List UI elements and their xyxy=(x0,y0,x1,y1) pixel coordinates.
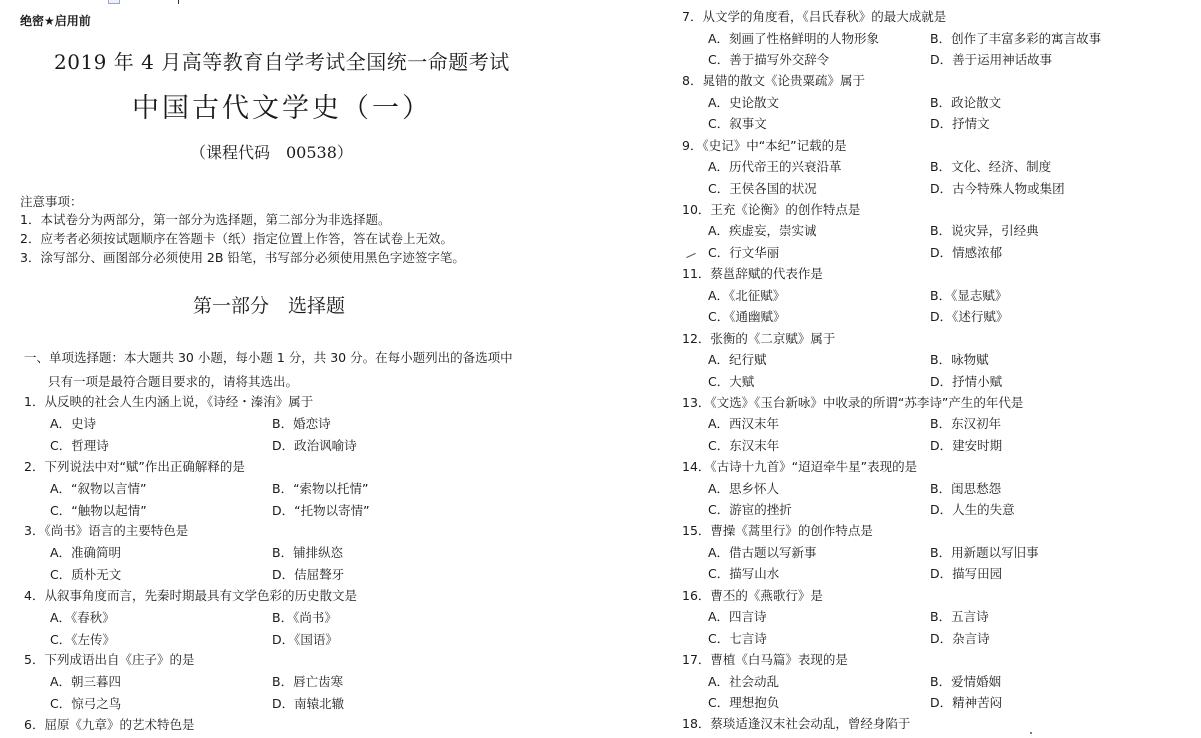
question-stem: 13．《文选》《玉台新咏》中收录的所谓“苏李诗”产生的年代是 xyxy=(682,394,1024,410)
subject-title: 中国古代文学史（一） xyxy=(132,93,432,124)
option-c: C．大赋 xyxy=(708,373,755,389)
stray-dot xyxy=(1030,732,1032,734)
option-b: B．《显志赋》 xyxy=(930,287,1008,303)
option-b: B．文化、经济、制度 xyxy=(930,159,1052,175)
option-c: C．善于描写外交辞令 xyxy=(708,52,830,67)
option-d: D．古今特殊人物或集团 xyxy=(930,180,1065,196)
option-b: B．“索物以托情” xyxy=(272,480,369,496)
question-stem: 10．王充《论衡》的创作特点是 xyxy=(682,201,861,217)
part-title: 第一部分 选择题 xyxy=(193,295,346,317)
option-c: C．七言诗 xyxy=(708,630,767,646)
option-d: D．善于运用神话故事 xyxy=(930,52,1053,67)
question-stem: 12．张衡的《二京赋》属于 xyxy=(682,330,836,346)
option-c: C．游宦的挫折 xyxy=(708,502,792,518)
question-stem: 1．从反映的社会人生内涵上说，《诗经・溱洧》属于 xyxy=(24,394,314,409)
header-tick xyxy=(178,0,179,4)
option-b: B．东汉初年 xyxy=(930,416,1002,432)
question-stem: 4．从叙事角度而言，先秦时期最具有文学色彩的历史散文是 xyxy=(24,587,357,603)
option-b: B．咏物赋 xyxy=(930,352,989,367)
question-stem: 11．蔡邕辞赋的代表作是 xyxy=(682,266,823,282)
notice-item: 1．本试卷分为两部分，第一部分为选择题，第二部分为非选择题。 xyxy=(20,212,391,227)
question-stem: 14．《古诗十九首》“迢迢牵牛星”表现的是 xyxy=(682,459,918,475)
option-d: D．《国语》 xyxy=(272,631,338,647)
option-a: A．“叙物以言情” xyxy=(50,480,147,496)
notice-heading: 注意事项： xyxy=(20,194,83,209)
option-d: D．“托物以寄情” xyxy=(272,502,370,518)
option-d: D．杂言诗 xyxy=(930,630,990,646)
option-c: C．《左传》 xyxy=(50,631,115,647)
section-instruction: 一、单项选择题：本大题共 30 小题，每小题 1 分，共 30 分。在每小题列出的备选项中 xyxy=(24,350,513,365)
option-c: C．理想抱负 xyxy=(708,695,780,710)
option-d: D．佶屈聱牙 xyxy=(272,567,345,582)
option-b: B．唇亡齿寒 xyxy=(272,674,344,689)
option-d: D．人生的失意 xyxy=(930,502,1015,518)
course-code: （课程代码 00538） xyxy=(190,143,353,162)
option-b: B．闺思愁怨 xyxy=(930,480,1002,496)
option-a: A．《春秋》 xyxy=(50,609,115,625)
option-c: C．行文华丽 xyxy=(708,244,780,260)
option-c: C．质朴无文 xyxy=(50,567,122,582)
option-b: B．政论散文 xyxy=(930,94,1002,110)
option-a: A．史论散文 xyxy=(708,94,780,110)
option-b: B．创作了丰富多彩的寓言故事 xyxy=(930,30,1102,46)
question-stem: 8．晁错的散文《论贵粟疏》属于 xyxy=(682,73,865,89)
question-stem: 9．《史记》中“本纪”记载的是 xyxy=(682,137,847,153)
question-stem: 7．从文学的角度看，《吕氏春秋》的最大成就是 xyxy=(682,9,947,24)
option-b: B．五言诗 xyxy=(930,609,989,625)
option-a: A．社会动乱 xyxy=(708,673,780,689)
option-d: D．抒情小赋 xyxy=(930,373,1003,389)
option-a: A．朝三暮四 xyxy=(50,674,122,689)
option-d: D．精神苦闷 xyxy=(930,695,1003,710)
stray-mark xyxy=(686,253,695,258)
option-c: C．惊弓之鸟 xyxy=(50,696,122,711)
option-d: D．政治讽喻诗 xyxy=(272,438,357,453)
option-a: A．历代帝王的兴衰沿革 xyxy=(708,159,842,175)
option-c: C．东汉末年 xyxy=(708,437,780,453)
option-b: B．婚恋诗 xyxy=(272,416,331,431)
option-a: A．借古题以写新事 xyxy=(708,544,817,560)
option-a: A．四言诗 xyxy=(708,609,767,625)
notice-item: 2．应考者必须按试题顺序在答题卡（纸）指定位置上作答，答在试卷上无效。 xyxy=(20,231,453,246)
question-stem: 18．蔡琰适逢汉末社会动乱，曾经身陷于 xyxy=(682,716,911,732)
option-c: C．王侯各国的状况 xyxy=(708,180,817,196)
exam-title: 2019 年 4 月高等教育自学考试全国统一命题考试 xyxy=(54,50,510,74)
option-d: D．建安时期 xyxy=(930,437,1003,453)
option-d: D．南辕北辙 xyxy=(272,696,345,711)
question-stem: 15．曹操《蒿里行》的创作特点是 xyxy=(682,523,873,539)
option-c: C．“触物以起情” xyxy=(50,502,147,518)
option-a: A．刻画了性格鲜明的人物形象 xyxy=(708,30,880,46)
option-a: A．《北征赋》 xyxy=(708,287,786,303)
notice-item: 3．涂写部分、画图部分必须使用 2B 铅笔，书写部分必须使用黑色字迹签字笔。 xyxy=(20,250,465,265)
option-d: D．情感浓郁 xyxy=(930,244,1003,260)
header-mark xyxy=(108,0,120,4)
option-d: D．《述行赋》 xyxy=(930,309,1009,325)
option-b: B．用新题以写旧事 xyxy=(930,544,1039,560)
option-c: C．《通幽赋》 xyxy=(708,309,786,325)
option-b: B．《尚书》 xyxy=(272,609,337,625)
secret-label: 绝密★启用前 xyxy=(20,14,91,28)
section-instruction-cont: 只有一项是最符合题目要求的，请将其选出。 xyxy=(48,374,299,389)
option-b: B．爱情婚姻 xyxy=(930,673,1002,689)
option-a: A．思乡怀人 xyxy=(708,480,780,496)
question-stem: 17．曹植《白马篇》表现的是 xyxy=(682,652,848,667)
option-c: C．叙事文 xyxy=(708,116,767,132)
question-stem: 16．曹丕的《燕歌行》是 xyxy=(682,587,823,603)
question-stem: 2．下列说法中对“赋”作出正确解释的是 xyxy=(24,458,245,474)
question-stem: 3．《尚书》语言的主要特色是 xyxy=(24,523,189,538)
option-d: D．描写田园 xyxy=(930,566,1003,582)
option-a: A．疾虚妄，崇实诚 xyxy=(708,223,817,239)
option-b: B．说灾异，引经典 xyxy=(930,223,1039,239)
option-b: B．铺排纵恣 xyxy=(272,545,344,560)
question-stem: 6．屈原《九章》的艺术特色是 xyxy=(24,716,195,732)
option-a: A．史诗 xyxy=(50,416,97,431)
option-a: A．纪行赋 xyxy=(708,352,767,367)
option-d: D．抒情文 xyxy=(930,116,990,132)
option-c: C．描写山水 xyxy=(708,566,780,582)
option-a: A．准确简明 xyxy=(50,545,122,560)
option-a: A．西汉末年 xyxy=(708,416,780,432)
question-stem: 5．下列成语出自《庄子》的是 xyxy=(24,652,195,667)
option-c: C．哲理诗 xyxy=(50,438,109,453)
